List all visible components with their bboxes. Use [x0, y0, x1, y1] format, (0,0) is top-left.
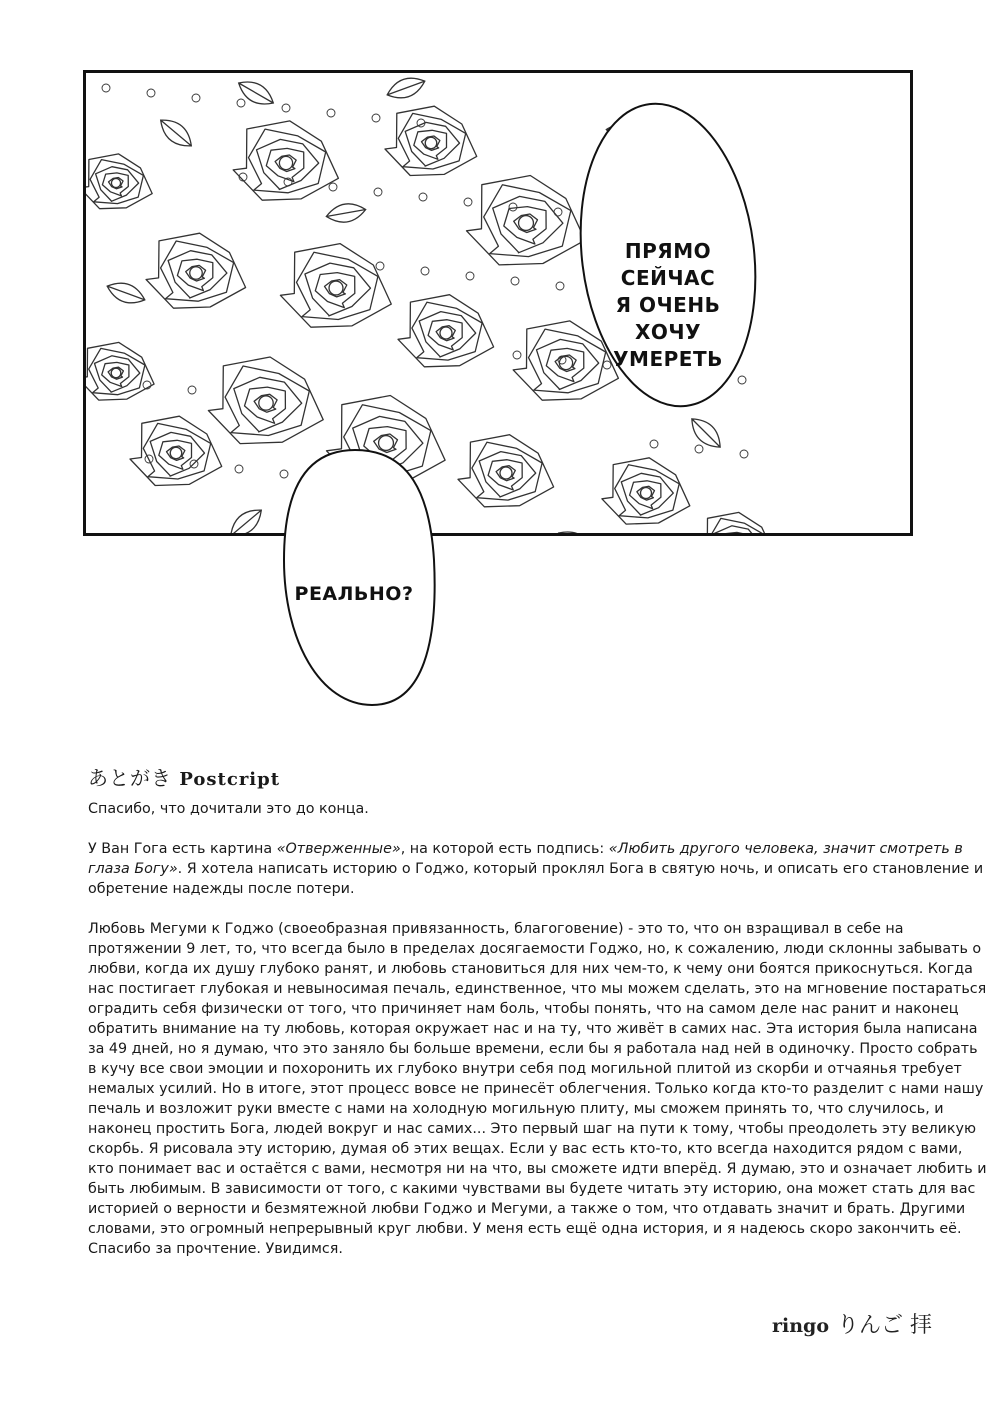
painting-inscription: «Любить другого человека, значит смотреть в глаза Богу» — [88, 841, 963, 877]
postscript-paragraph-1 — [88, 839, 988, 899]
speech-bubble-left — [284, 450, 435, 705]
author-signature — [772, 1308, 932, 1339]
bubble-line: ПРЯМО — [624, 239, 712, 263]
postscript-paragraph-2: Любовь Мегуми к Годжо (своеобразная привязанность, благоговение) - это то, что он взращивал в себе на протяжении 9 лет, то, что всегда было в пределах досягаемости Годжо, но, к сожалению, люди склонны забывать о любви, когда их душу глубоко ранят, и любовь становиться для них чем-то, к чему они боятся прикоснуться. Когда нас постигает глубокая и невыносимая печаль, единственное, что мы можем сделать, это на мгновение постараться оградить себя физически от того, что причиняет нам боль, чтобы понять, что на самом деле нас ранит и наконец обратить внимание на ту любовь, которая окружает нас и на ту, что живёт в самих нас. Эта история была написана за 49 дней, но я думаю, что это заняло бы больше времени, если бы я работала над ней в одиночку. Просто собрать в кучу все свои эмоции и похоронить их глубоко внутри себя под могильной плитой из скорби и отчаянья требует немалых усилий. Но в итоге, этот процесс вовсе не принесёт облегчения. Только когда кто-то разделит с нами нашу печаль и возложит руки вместе с нами на холодную могильную плиту, мы сможем принять то, что случилось, и наконец простить Бога, людей вокруг и нас самих... Это первый шаг на пути к тому, чтобы преодолеть эту великую скорбь. Я рисовала эту историю, думая об этих вещах. Если у вас есть кто-то, кто всегда находится рядом с вами, кто понимает вас и остаётся с вами, несмотря ни на что, вы сможете идти вперёд. Я думаю, это и означает любить и быть любимым. В зависимости от того, с какими чувствами вы будете читать эту историю, она может стать для вас историей о верности и безмятежной любви Годжо и Мегуми, а также о том, что отдавать значит и брать. Другими словами, это огромный непрерывный круг любви. У меня есть ещё одна история, и я надеюсь скоро закончить её. Спасибо за прочтение. Увидимся. — [88, 921, 987, 1257]
p1-text-c: . Я хотела написать историю о Годжо, который проклял Бога в святую ночь, и описать его становление и обретение надежды после потери. — [88, 861, 984, 897]
bubble-line: СЕЙЧАС — [620, 266, 716, 290]
postscript-section — [88, 762, 988, 1259]
postscript-title — [88, 762, 988, 791]
painting-title: «Отверженные» — [276, 841, 401, 857]
postscript-title-en: Postcript — [179, 769, 281, 790]
bubble-line: Я ОЧЕНЬ — [615, 293, 721, 317]
speech-bubble-left-text: РЕАЛЬНО? — [294, 583, 414, 605]
bubble-line: УМЕРЕТЬ — [613, 347, 723, 371]
signature-jp: りんご 拝 — [837, 1313, 932, 1338]
speech-bubble-right-text — [578, 238, 758, 373]
bubble-line: ХОЧУ — [634, 320, 701, 344]
postscript-title-jp: あとがき — [88, 766, 172, 790]
postscript-thanks: Спасибо, что дочитали это до конца. — [88, 801, 369, 817]
signature-latin: ringo — [772, 1315, 829, 1337]
p1-text-b: , на которой есть подпись: — [400, 841, 609, 857]
p1-text-a: У Ван Гога есть картина — [88, 841, 277, 857]
